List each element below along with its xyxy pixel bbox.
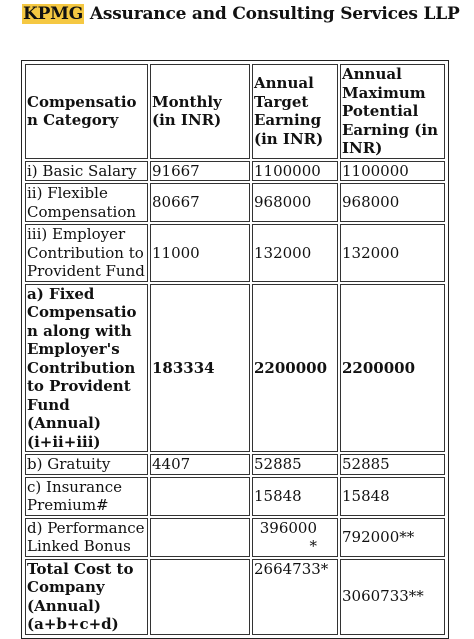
row-annual-maximum: 968000 xyxy=(340,183,445,222)
table-row-performance-bonus xyxy=(25,518,445,557)
table-row-total-ctc xyxy=(25,559,445,635)
row-monthly xyxy=(150,518,250,557)
table-header-row xyxy=(25,64,445,159)
row-label: b) Gratuity xyxy=(25,454,148,475)
company-name-highlight: KPMG xyxy=(23,4,84,24)
row-annual-maximum: 132000 xyxy=(340,224,445,282)
row-label: Total Cost to Company (Annual) (a+b+c+d) xyxy=(25,559,148,635)
compensation-table xyxy=(23,62,447,637)
row-label: iii) Employer Contribution to Provident Fund xyxy=(25,224,148,282)
row-annual-maximum: 792000** xyxy=(340,518,445,557)
table-row-insurance-premium xyxy=(25,477,445,516)
table-row-gratuity xyxy=(25,454,445,475)
row-label: c) Insurance Premium# xyxy=(25,477,148,516)
header-compensation-category: Compensation Category xyxy=(25,64,148,159)
row-annual-target: 396000* xyxy=(252,518,338,557)
row-annual-maximum: 2200000 xyxy=(340,284,445,453)
row-monthly: 11000 xyxy=(150,224,250,282)
row-annual-maximum: 1100000 xyxy=(340,161,445,182)
row-label: ii) Flexible Compensation xyxy=(25,183,148,222)
row-annual-target: 52885 xyxy=(252,454,338,475)
row-annual-target: 968000 xyxy=(252,183,338,222)
table-row-basic-salary xyxy=(25,161,445,182)
row-annual-maximum: 3060733** xyxy=(340,559,445,635)
row-annual-target: 15848 xyxy=(252,477,338,516)
header-annual-target: Annual Target Earning (in INR) xyxy=(252,64,338,159)
row-label: a) Fixed Compensation along with Employer's Contribution to Provident Fund (Annual) (i+ii+iii) xyxy=(25,284,148,453)
row-annual-target: 2200000 xyxy=(252,284,338,453)
table-row-fixed-compensation xyxy=(25,284,445,453)
row-monthly: 80667 xyxy=(150,183,250,222)
row-monthly xyxy=(150,477,250,516)
row-monthly: 183334 xyxy=(150,284,250,453)
title-text: Assurance and Consulting Services LLP xyxy=(84,4,460,24)
row-monthly: 91667 xyxy=(150,161,250,182)
row-annual-target: 2664733* xyxy=(252,559,338,635)
table-row-flexible-compensation xyxy=(25,183,445,222)
header-monthly: Monthly (in INR) xyxy=(150,64,250,159)
row-annual-maximum: 15848 xyxy=(340,477,445,516)
row-annual-target: 1100000 xyxy=(252,161,338,182)
table-row-employer-pf xyxy=(25,224,445,282)
row-label: i) Basic Salary xyxy=(25,161,148,182)
row-label: d) Performance Linked Bonus xyxy=(25,518,148,557)
row-monthly: 4407 xyxy=(150,454,250,475)
document-title xyxy=(22,4,460,24)
row-monthly xyxy=(150,559,250,635)
compensation-table-frame xyxy=(21,60,449,639)
header-annual-maximum: Annual Maximum Potential Earning (in INR) xyxy=(340,64,445,159)
row-annual-target: 132000 xyxy=(252,224,338,282)
row-annual-maximum: 52885 xyxy=(340,454,445,475)
